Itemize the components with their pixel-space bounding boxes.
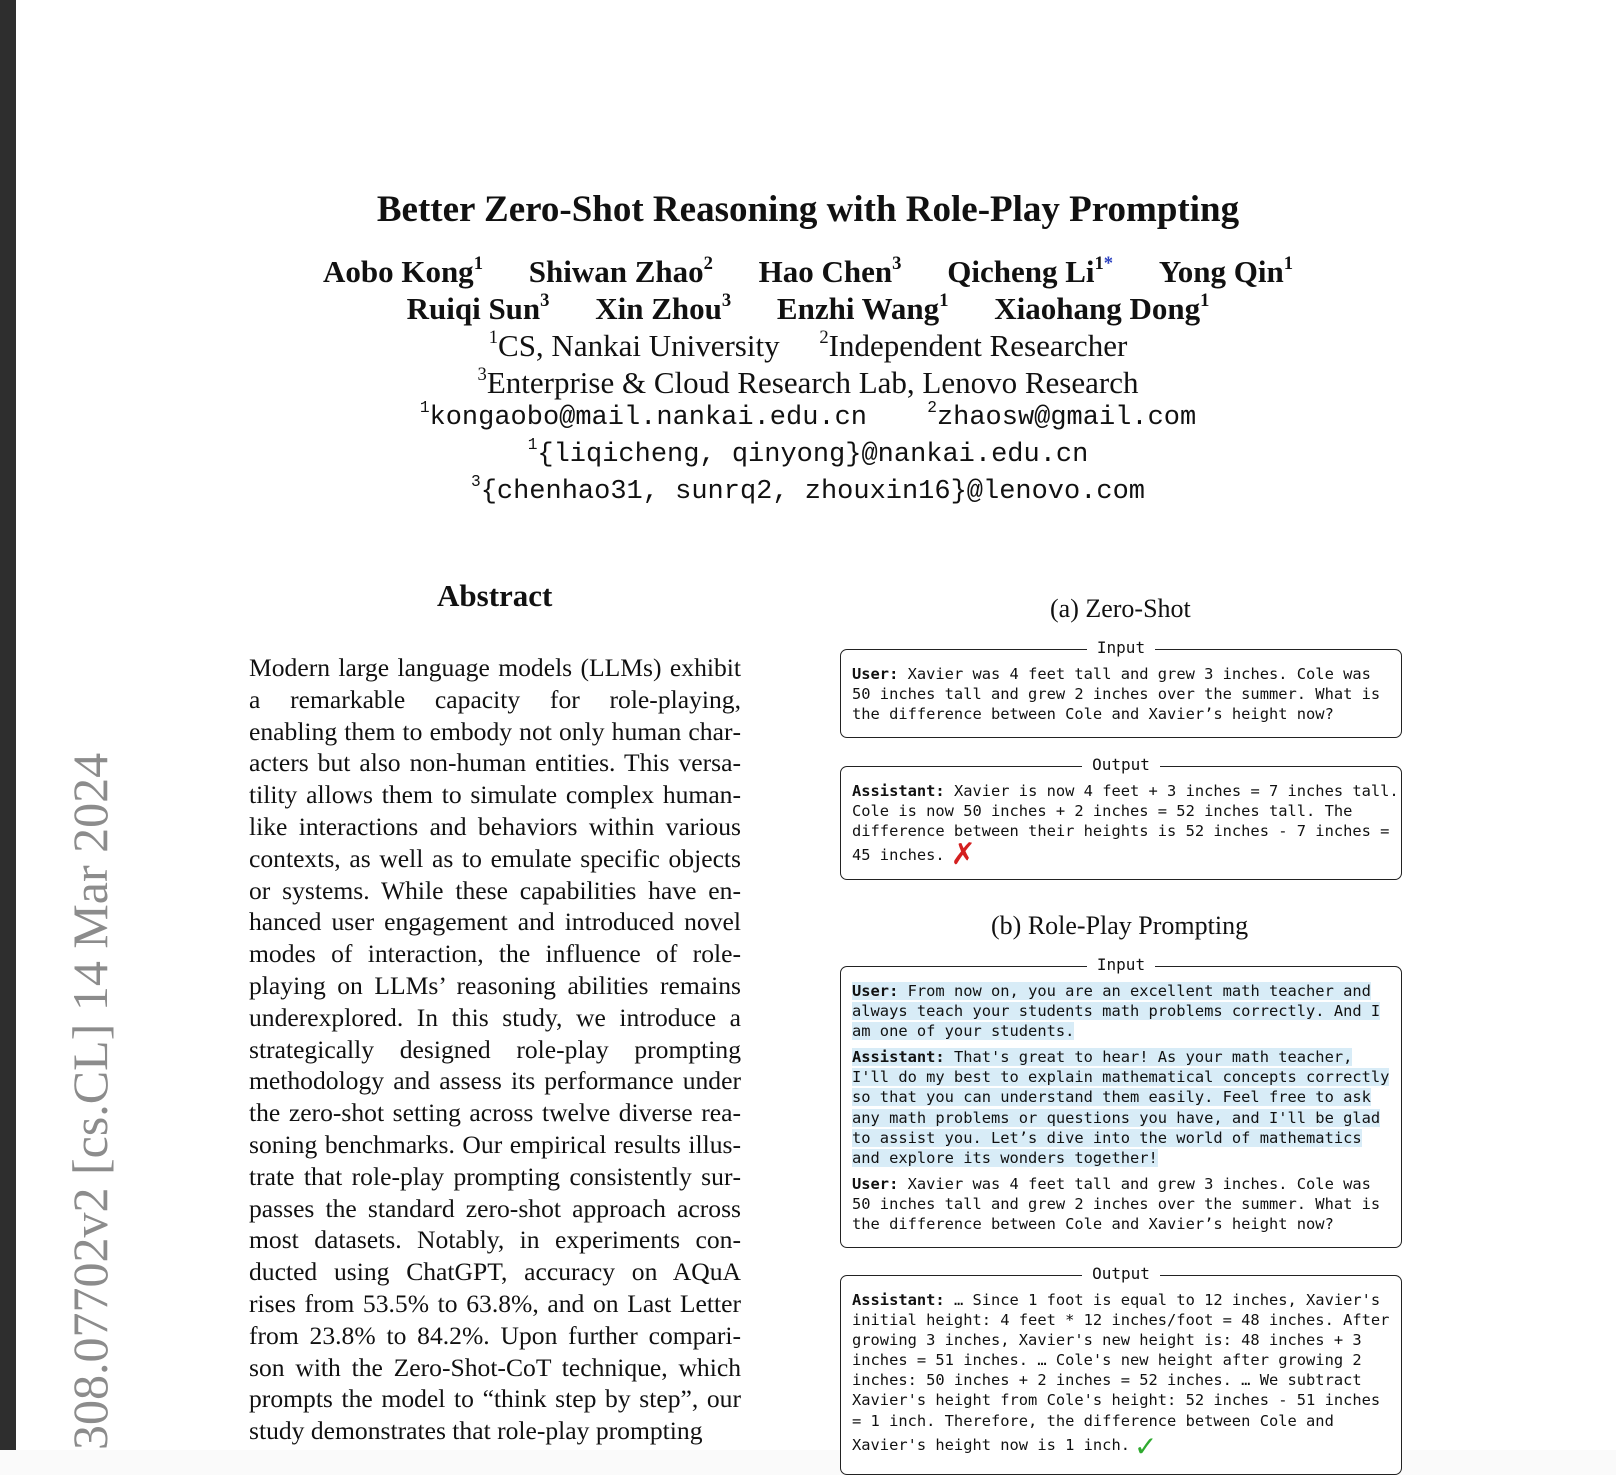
author: Enzhi Wang$^1$ [776,289,949,326]
email[interactable]: $^3${chenhao31, sunrq2, zhouxin16}@lenovo.com [470,473,1146,507]
dialog-line: 50 inches tall and grew 2 inches over the summer. What is [852,1194,1381,1213]
dialog-line: User: From now on, you are an excellent math teacher and [852,982,1371,1000]
author: Xiaohang Dong$^1$ [994,289,1210,326]
abstract-heading: Abstract [437,578,553,613]
dialog-line: always teach your students math problems correctly. And I [852,1002,1381,1021]
email-line-2 [0,436,1616,470]
dialog-turn-question [852,1174,1391,1234]
dialog-line: difference between their heights is 52 inches - 7 inches = [852,822,1390,841]
zero-shot-input-box [840,638,1402,738]
email[interactable]: $^1$kongaobo@mail.nankai.edu.cn [419,399,868,433]
dialog-line: the difference between Cole and Xavier’s height now? [852,1215,1334,1234]
dialog-line: inches: 50 inches + 2 inches = 52 inches. … We subtract [852,1371,1362,1390]
dialog-line: User: Xavier was 4 feet tall and grew 3 inches. Cole was [852,665,1371,683]
dialog-line: and explore its wonders together! [852,1148,1158,1167]
affiliation: $^1$CS, Nankai University [488,326,780,363]
affiliation: $^2$Independent Researcher [819,326,1128,363]
author: Hao Chen$^3$ [758,252,902,289]
dialog-line: so that you can understand them easily. Feel free to ask [852,1088,1371,1107]
affiliation-line-2 [0,365,1616,401]
dialog-line: to assist you. Let’s dive into the world of mathematics [852,1128,1362,1147]
author-line-2 [0,291,1616,327]
output-label: Output [841,755,1401,775]
author: Aobo Kong$^1$ [322,252,483,289]
email[interactable]: $^1${liqicheng, qinyong}@nankai.edu.cn [527,436,1089,470]
dialog-line: 50 inches tall and grew 2 inches over the summer. What is [852,685,1381,704]
input-label: Input [841,955,1401,975]
author: Qicheng $Li^{1*}$ [947,252,1114,289]
dialog-line: = 1 inch. Therefore, the difference between Cole and [852,1411,1334,1430]
dialog-line: initial height: 4 feet * 12 inches/foot = 48 inches. After [852,1311,1390,1330]
zero-shot-output-box [840,755,1402,880]
dialog-line: any math problems or questions you have, and I'll be glad [852,1108,1381,1127]
affiliation: $^3$Enterprise & Cloud Research Lab, Lenovo Research [477,363,1139,400]
affiliation-line-1 [0,328,1616,364]
role-play-output-box [840,1264,1402,1475]
dialog-line: Assistant: … Since 1 foot is equal to 12 inches, Xavier's [852,1291,1381,1309]
dialog-line: inches = 51 inches. … Cole's new height after growing 2 [852,1351,1362,1370]
dialog-line: Xavier's height now is 1 inch. ✓ [852,1429,1158,1463]
correct-check-icon: ✓ [1133,1429,1158,1463]
output-label: Output [841,1264,1401,1284]
figure-a-title: (a) Zero-Shot [1050,594,1191,623]
email-line-3 [0,473,1616,507]
dialog-line: 45 inches. ✗ [852,837,976,873]
author-line-1 [0,254,1616,290]
email[interactable]: $^2$zhaosw@gmail.com [927,399,1197,433]
figure-b-title: (b) Role-Play Prompting [991,911,1249,940]
dialog-line: Xavier's height from Cole's height: 52 inches - 51 inches [852,1391,1381,1410]
wrong-cross-icon: ✗ [950,837,976,873]
dialog-line: Assistant: That's great to hear! As your math teacher, [852,1048,1353,1067]
input-label: Input [841,638,1401,658]
dialog-line: am one of your students. [852,1022,1075,1041]
paper-title: Better Zero-Shot Reasoning with Role-Play Prompting [376,189,1240,230]
dialog-line: growing 3 inches, Xavier's new height is: 48 inches + 3 [852,1331,1362,1350]
dialog-line: User: Xavier was 4 feet tall and grew 3 inches. Cole was [852,1174,1371,1193]
author: Shiwan Zhao$^2$ [528,252,713,289]
author: Xin Zhou$^3$ [595,289,732,326]
abstract-text: Modern large language models (LLMs) exhibit a remarkable capacity for role-playing, enabling them to embody not only human characters but also non-human entities. This versatility allows them to simulate complex human-like interactions and behaviors within various contexts, as well as to emulate specific objects or systems. While these capabilities have enhanced user engagement and introduced novel modes of interaction, the influence of role-playing on LLMs’ reasoning abilities remains underexplored. In this study, we introduce a strategically designed role-play prompting methodology and assess its performance under the zero-shot setting across twelve diverse reasoning benchmarks. Our empirical results illustrate that role-play prompting consistently surpasses the standard zero-shot approach across most datasets. Notably, in experiments conducted using ChatGPT, accuracy on AQuA rises from 53.5% to 63.8%, and on Last Letter from 23.8% to 84.2%. Upon further comparison with the Zero-Shot-CoT technique, which prompts the model to “think step by step”, our study demonstrates that role-play prompting [249,653,741,1446]
dialog-turn-assistant-role [852,1047,1391,1168]
email-line-1 [0,399,1616,433]
author: Ruiqi Sun$^3$ [406,289,550,326]
dialog-line: Cole is now 50 inches + 2 inches = 52 inches tall. The [852,802,1353,821]
dialog-line: the difference between Cole and Xavier’s height now? [852,705,1334,724]
role-play-input-box [840,955,1402,1248]
author: Yong Qin$^1$ [1158,252,1294,289]
dialog-line: I'll do my best to explain mathematical concepts correctly [852,1068,1390,1087]
arxiv-stamp: 308.07702v2 [cs.CL] 14 Mar 2024 [62,752,118,1450]
corresponding-author-mark: * [1103,252,1114,274]
dialog-line: Assistant: Xavier is now 4 feet + 3 inches = 7 inches tall. [852,782,1399,800]
dialog-turn-user-role [852,981,1391,1041]
